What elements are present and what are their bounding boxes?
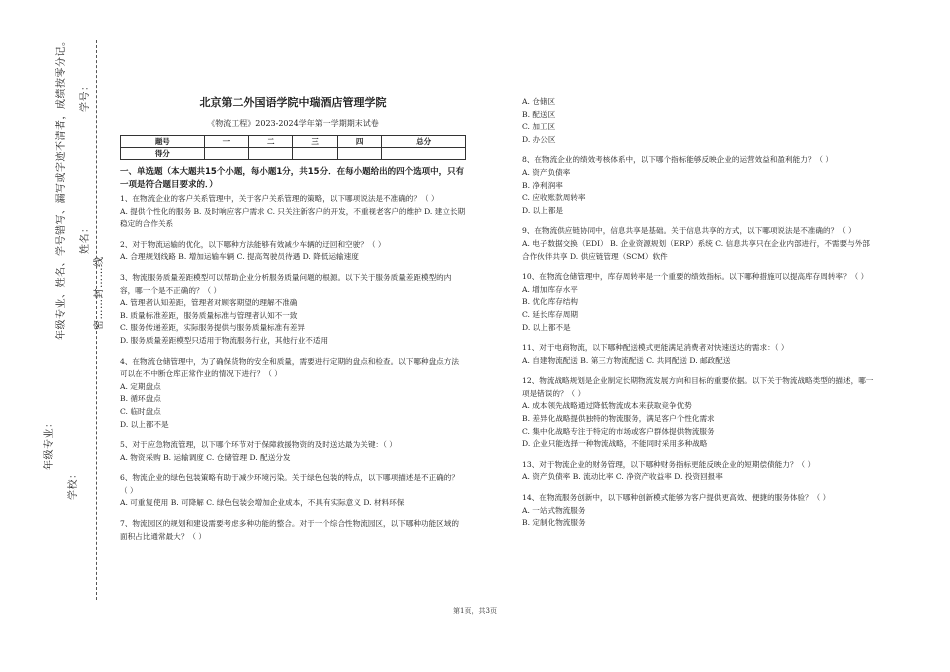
score-cell: 得分 xyxy=(121,148,205,160)
score-input-cell[interactable] xyxy=(337,148,381,160)
answer-option: B. 配送区 xyxy=(522,109,556,119)
name-label: 姓名： xyxy=(80,222,91,254)
answer-option: A. 电子数据交换（EDI） B. 企业资源规划（ERP）系统 C. 信息共享只在企业内部进行，不需要与外部合作伙伴共享 D. 供应链管理（SCM）软件 xyxy=(522,238,870,261)
answer-option: C. 临时盘点 xyxy=(120,406,161,416)
answer-option: B. 优化库存结构 xyxy=(522,297,578,307)
question-item xyxy=(522,154,874,217)
question-item xyxy=(522,225,874,263)
answer-option: D. 以上都是 xyxy=(522,205,564,215)
binding-margin xyxy=(0,0,112,672)
answer-option: A. 一站式物流服务 xyxy=(522,505,586,515)
answer-option: A. 增加库存水平 xyxy=(522,284,578,294)
right-column xyxy=(522,96,874,538)
score-input-cell[interactable] xyxy=(249,148,293,160)
seal-line xyxy=(96,40,97,600)
answer-option: A. 管理者认知差距，管理者对顾客期望的理解不准确 xyxy=(120,298,298,308)
school-label: 学校： xyxy=(68,468,79,500)
answer-option: C. 集中化战略专注于特定的市场或客户群体提供物流服务 xyxy=(522,426,715,436)
answer-option: D. 办公区 xyxy=(522,134,556,144)
answer-option: D. 以上都不是 xyxy=(120,419,169,429)
score-input-cell[interactable] xyxy=(382,148,466,160)
answer-option: A. 合理规划线路 B. 增加运输车辆 C. 提高驾驶员待遇 D. 降低运输速度 xyxy=(120,252,359,262)
answer-option: B. 循环盘点 xyxy=(120,394,161,404)
score-input-cell[interactable] xyxy=(293,148,337,160)
left-column xyxy=(120,96,466,551)
answer-option: C. 延长库存周期 xyxy=(522,309,578,319)
score-input-cell[interactable] xyxy=(204,148,248,160)
question-stem: 6、物流企业的绿色包装策略有助于减少环境污染。关于绿色包装的特点，以下哪项描述是不正确的？（ ） xyxy=(120,473,459,495)
question-item xyxy=(120,439,466,464)
question-item xyxy=(522,375,874,451)
question-stem: 9、在物流供应链协同中，信息共享是基础。关于信息共享的方式，以下哪项说法是不准确的？（ ） xyxy=(522,226,856,236)
question-item xyxy=(120,272,466,348)
question-item xyxy=(120,239,466,264)
score-cell: 四 xyxy=(337,136,381,148)
question-stem: 5、对于应急物流管理，以下哪个环节对于保障救援物资的及时送达最为关键：（ ） xyxy=(120,440,397,450)
answer-option: A. 可重复使用 B. 可降解 C. 绿色包装会增加企业成本，不具有实际意义 D. 材料环保 xyxy=(120,498,405,508)
question-stem: 11、对于电商物流，以下哪种配送模式更能满足消费者对快速送达的需求：（ ） xyxy=(522,343,789,353)
question-item xyxy=(522,96,874,146)
answer-option: A. 资产负债率 xyxy=(522,167,571,177)
question-item xyxy=(120,356,466,432)
score-table-score-row xyxy=(121,148,466,160)
answer-option: A. 定期盘点 xyxy=(120,381,161,391)
question-item xyxy=(120,193,466,231)
question-item xyxy=(120,472,466,510)
answer-option: A. 物资采购 B. 运输调度 C. 仓储管理 D. 配送分发 xyxy=(120,452,291,462)
score-cell: 三 xyxy=(293,136,337,148)
score-cell: 一 xyxy=(204,136,248,148)
grade-major-label: 年级专业： xyxy=(44,417,55,470)
question-stem: 2、对于物流运输的优化，以下哪种方法能够有效减少车辆的迂回和空驶？（ ） xyxy=(120,239,386,249)
question-item xyxy=(522,492,874,530)
question-stem: 8、在物流企业的绩效考核体系中，以下哪个指标能够反映企业的运营效益和盈利能力？（ ） xyxy=(522,155,833,165)
question-stem: 10、在物流仓储管理中，库存周转率是一个重要的绩效指标。以下哪种措施可以提高库存周转率？（ ） xyxy=(522,272,869,282)
answer-option: B. 差异化战略提供独特的物流服务，满足客户个性化需求 xyxy=(522,414,715,424)
question-stem: 14、在物流服务创新中，以下哪种创新模式能够为客户提供更高效、便捷的服务体验？（ ） xyxy=(522,493,831,503)
answer-option: C. 加工区 xyxy=(522,122,556,132)
score-cell: 二 xyxy=(249,136,293,148)
answer-option: A. 成本领先战略通过降低物流成本来获取竞争优势 xyxy=(522,401,692,411)
page-footer: 第1页，共3页 xyxy=(453,607,497,615)
section-heading: 一、单选题（本大题共15个小题，每小题1分，共15分．在每小题给出的四个选项中，只有一项是符合题目要求的．） xyxy=(120,167,465,190)
answer-option: B. 净利润率 xyxy=(522,180,563,190)
score-table xyxy=(120,135,466,160)
question-stem: 13、对于物流企业的财务管理，以下哪种财务指标更能反映企业的短期偿债能力？（ ） xyxy=(522,459,816,469)
answer-option: A. 提供个性化的服务 B. 及时响应客户需求 C. 只关注新客户的开发，不重视老客户的维护 D. 建立长期稳定的合作关系 xyxy=(120,206,466,229)
question-list xyxy=(120,193,466,543)
answer-option: D. 以上都不是 xyxy=(522,322,571,332)
answer-option: D. 企业只能选择一种物流战略，不能同时采用多种战略 xyxy=(522,439,708,449)
fill-instruction: 年级专业、姓名、学号错写、漏写或字迹不清者，成绩按零分记。 xyxy=(56,35,67,340)
question-item xyxy=(522,271,874,334)
question-item xyxy=(522,342,874,367)
seal-line-label: 密……封……线 xyxy=(94,256,105,330)
question-item xyxy=(120,518,466,543)
score-table-header-row xyxy=(121,136,466,148)
score-cell: 题号 xyxy=(121,136,205,148)
answer-option: C. 服务传递差距，实际服务提供与服务质量标准有差异 xyxy=(120,323,306,333)
student-no-label: 学号： xyxy=(80,80,91,112)
answer-option: A. 资产负债率 B. 流动比率 C. 净资产收益率 D. 投资回报率 xyxy=(522,472,723,482)
answer-option: C. 应收账款周转率 xyxy=(522,193,586,203)
answer-option: A. 仓储区 xyxy=(522,97,556,106)
question-stem: 1、在物流企业的客户关系管理中，关于客户关系管理的策略，以下哪项说法是不准确的？（ ） xyxy=(120,194,439,203)
page-title: 北京第二外国语学院中瑞酒店管理学院 xyxy=(199,96,387,109)
question-stem: 4、在物流仓储管理中，为了确保货物的安全和质量，需要进行定期的盘点和检查。以下哪种盘点方法可以在不中断仓库正常作业的情况下进行？（ ） xyxy=(120,356,459,379)
answer-option: B. 定制化物流服务 xyxy=(522,518,586,528)
question-stem: 12、物流战略规划是企业制定长期物流发展方向和目标的重要依据。以下关于物流战略类型的描述，哪一项是错误的？（ ） xyxy=(522,376,874,398)
exam-subtitle: 《物流工程》2023-2024学年第一学期期末试卷 xyxy=(207,119,379,128)
answer-option: D. 服务质量差距模型只适用于物流服务行业，其他行业不适用 xyxy=(120,335,329,345)
question-item xyxy=(522,459,874,484)
answer-option: A. 自建物流配送 B. 第三方物流配送 C. 共同配送 D. 邮政配送 xyxy=(522,355,731,365)
question-stem: 7、物流园区的规划和建设需要考虑多种功能的整合。对于一个综合性物流园区，以下哪种功能区域的面积占比通常最大？（ ） xyxy=(120,519,459,541)
score-cell: 总分 xyxy=(382,136,466,148)
answer-option: B. 质量标准差距，服务质量标准与管理者认知不一致 xyxy=(120,310,298,320)
question-stem: 3、物流服务质量差距模型可以帮助企业分析服务质量问题的根源。以下关于服务质量差距模型的内容，哪一个是不正确的？（ ） xyxy=(120,272,452,295)
question-list xyxy=(522,96,874,530)
